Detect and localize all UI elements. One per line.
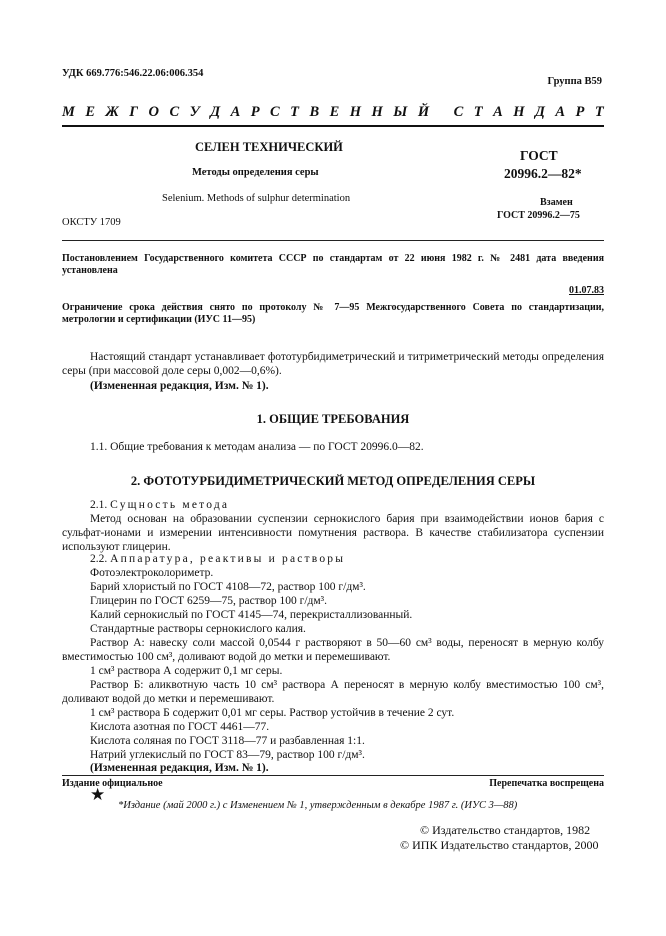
- banner-letter: С: [453, 104, 464, 120]
- banner-letter: У: [189, 104, 200, 120]
- banner-letter: Й: [417, 104, 430, 120]
- banner-letter: С: [270, 104, 280, 120]
- banner-letter: С: [169, 104, 180, 120]
- banner-letter: А: [493, 104, 503, 120]
- section-2-change-note: (Измененная редакция, Изм. № 1).: [90, 762, 269, 774]
- document-title: СЕЛЕН ТЕХНИЧЕСКИЙ: [195, 140, 343, 154]
- effective-date: 01.07.83: [569, 285, 604, 296]
- footer-rule: [62, 775, 604, 776]
- solution-b-concentration: 1 см³ раствора Б содержит 0,01 мг серы. Раствор устойчив в течение 2 сут.: [90, 707, 455, 719]
- banner-letter: Д: [535, 104, 545, 120]
- subsection-2-2-title: Аппаратура, реактивы и растворы: [110, 553, 346, 565]
- banner-rule: [62, 125, 604, 127]
- okstu-code: ОКСТУ 1709: [62, 217, 121, 228]
- subsection-2-2-number: 2.2.: [90, 553, 108, 565]
- replace-label: Взамен: [540, 197, 573, 208]
- reagent-line: Калий сернокислый по ГОСТ 4145—74, перекристаллизованный.: [90, 609, 413, 621]
- copyright-2000: © ИПК Издательство стандартов, 2000: [400, 838, 599, 852]
- banner-letter: О: [148, 104, 160, 120]
- star-icon: ★: [90, 785, 106, 804]
- edition-note: *Издание (май 2000 г.) с Изменением № 1, утвержденным в декабре 1987 г. (ИУС 3—88): [118, 800, 518, 811]
- standard-banner: [62, 104, 604, 121]
- banner-letter: М: [62, 104, 75, 120]
- subsection-2-1-text: Метод основан на образовании суспензии сернокислого бария при взаимодействии ионов бария с сульфат-ионами и измерении интенсивности помутнения раствора. В качестве стабилизатора суспензии используют глицерин.: [62, 513, 604, 553]
- udk-code: УДК 669.776:546.22.06:006.354: [62, 68, 204, 79]
- banner-letter: В: [309, 104, 320, 120]
- reprint-prohibited-label: Перепечатка воспрещена: [489, 778, 604, 789]
- subsection-2-2: [62, 552, 604, 566]
- gost-number: 20996.2—82*: [504, 166, 582, 181]
- solution-a-concentration: 1 см³ раствора А содержит 0,1 мг серы.: [90, 665, 283, 677]
- subsection-2-1: [62, 498, 604, 512]
- reagent-line: Кислота соляная по ГОСТ 3118—77 и разбавленная 1:1.: [90, 735, 365, 747]
- subsection-2-1-title: Сущность метода: [110, 499, 230, 511]
- banner-letter: Д: [210, 104, 221, 120]
- intro-change-note: (Измененная редакция, Изм. № 1).: [90, 380, 269, 392]
- solution-b-text: Раствор Б: аликвотную часть 10 см³ раствора А переносят в мерную колбу вместимостью 100 см³, доливают водой до метки и перемешивают.: [62, 679, 604, 705]
- decree-text: Постановлением Государственного комитета СССР по стандартам от 22 июня 1982 г. № 2481 дата введения установлена: [62, 253, 604, 276]
- banner-letter: Н: [513, 104, 525, 120]
- banner-letter: Ы: [393, 104, 408, 120]
- banner-letter: Ж: [105, 104, 119, 120]
- banner-letter: Т: [473, 104, 483, 120]
- section-1-heading: 1. ОБЩИЕ ТРЕБОВАНИЯ: [256, 412, 410, 426]
- subsection-2-1-number: 2.1.: [90, 499, 108, 511]
- banner-letter: Н: [349, 104, 362, 120]
- copyright-1982: © Издательство стандартов, 1982: [420, 823, 591, 837]
- solution-a-text: Раствор А: навеску соли массой 0,0544 г растворяют в 50—60 см³ воды, переносят в мерную колбу вместимостью 100 см³, доливают водой до метки и перемешивают.: [62, 637, 604, 663]
- english-title: Selenium. Methods of sulphur determination: [162, 193, 351, 204]
- replace-number: ГОСТ 20996.2—75: [497, 210, 580, 221]
- reagent-line: Натрий углекислый по ГОСТ 83—79, раствор 100 г/дм³.: [90, 749, 365, 761]
- reagent-line: Барий хлористый по ГОСТ 4108—72, раствор 100 г/дм³.: [90, 581, 366, 593]
- banner-letter: Р: [250, 104, 260, 120]
- limitation-text: Ограничение срока действия снято по протоколу № 7—95 Межгосударственного Совета по стандартизации, метрологии и сертификации (ИУС 11—95): [62, 302, 604, 325]
- banner-letter: Е: [329, 104, 340, 120]
- official-edition-label: Издание официальное: [62, 778, 163, 789]
- gost-label: ГОСТ: [520, 148, 558, 163]
- banner-letter: Н: [371, 104, 383, 120]
- banner-letter: [440, 104, 444, 121]
- reagent-line: Фотоэлектроколориметр.: [90, 567, 214, 579]
- banner-letter: Г: [129, 104, 139, 120]
- reagent-line: Кислота азотная по ГОСТ 4461—77.: [90, 721, 270, 733]
- banner-letter: Т: [290, 104, 300, 120]
- banner-letter: Т: [594, 104, 604, 120]
- reagent-line: Стандартные растворы сернокислого калия.: [90, 623, 306, 635]
- intro-paragraph: Настоящий стандарт устанавливает фототурбидиметрический и титриметрический методы определения серы (при массовой доле серы 0,002—0,6%).: [62, 351, 604, 377]
- banner-letter: Е: [85, 104, 96, 120]
- reagent-line: Глицерин по ГОСТ 6259—75, раствор 100 г/дм³.: [90, 595, 327, 607]
- group-code: Группа В59: [547, 76, 602, 87]
- title-rule: [62, 240, 604, 241]
- banner-letter: А: [555, 104, 566, 120]
- document-subtitle: Методы определения серы: [192, 167, 319, 178]
- section-1-paragraph: 1.1. Общие требования к методам анализа — по ГОСТ 20996.0—82.: [90, 441, 424, 453]
- section-2-heading: 2. ФОТОТУРБИДИМЕТРИЧЕСКИЙ МЕТОД ОПРЕДЕЛЕНИЯ СЕРЫ: [130, 474, 536, 488]
- banner-letter: Р: [575, 104, 585, 120]
- banner-letter: А: [230, 104, 241, 120]
